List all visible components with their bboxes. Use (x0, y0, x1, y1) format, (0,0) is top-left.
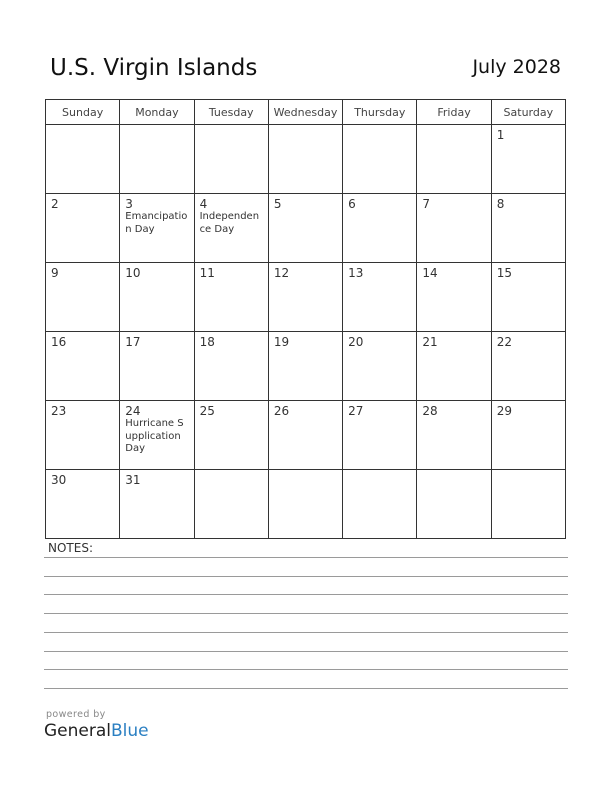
generalblue-logo (44, 721, 149, 741)
notes-line (44, 576, 568, 577)
week-row (46, 263, 566, 332)
day-cell (417, 401, 491, 470)
notes-line (44, 688, 568, 689)
day-cell (268, 194, 342, 263)
holiday-label: Hurricane Supplication Day (125, 418, 184, 454)
day-cell (491, 125, 565, 194)
day-cell (417, 194, 491, 263)
day-cell (417, 470, 491, 539)
day-cell (417, 263, 491, 332)
notes-line (44, 632, 568, 633)
day-cell (417, 125, 491, 194)
weekday-header: Thursday (343, 100, 417, 125)
day-number: 21 (422, 335, 438, 349)
day-number: 25 (199, 404, 215, 418)
day-number: 16 (51, 335, 67, 349)
holiday-label: Emancipation Day (125, 211, 188, 235)
day-number: 11 (199, 266, 215, 280)
day-number: 19 (273, 335, 290, 349)
day-cell (120, 332, 194, 401)
day-cell (343, 470, 417, 539)
day-number: 2 (51, 197, 59, 211)
week-row (46, 470, 566, 539)
calendar-grid (45, 99, 566, 539)
day-cell (120, 470, 194, 539)
day-number: 10 (125, 266, 141, 280)
day-cell (46, 194, 120, 263)
day-number: 31 (125, 473, 141, 487)
day-cell (120, 263, 194, 332)
day-cell (268, 332, 342, 401)
day-cell (491, 194, 565, 263)
day-number: 1 (496, 128, 505, 142)
day-cell (194, 194, 268, 263)
day-number: 12 (273, 266, 290, 280)
month-year-label: July 2028 (472, 56, 561, 78)
day-cell (120, 194, 194, 263)
notes-line (44, 651, 568, 652)
weekday-header: Friday (417, 100, 491, 125)
day-number: 26 (273, 404, 290, 418)
day-cell (343, 332, 417, 401)
week-row (46, 332, 566, 401)
day-cell (268, 401, 342, 470)
day-cell (120, 125, 194, 194)
day-number: 3 (125, 197, 133, 211)
brand-blue: Blue (111, 721, 149, 741)
day-number: 17 (125, 335, 141, 349)
day-cell (194, 401, 268, 470)
notes-line (44, 669, 568, 670)
powered-by-text: powered by (46, 709, 106, 720)
day-number: 24 (125, 404, 141, 418)
day-cell (343, 194, 417, 263)
day-cell (343, 263, 417, 332)
week-row (46, 125, 566, 194)
day-cell (46, 332, 120, 401)
week-row (46, 194, 566, 263)
day-number: 23 (51, 404, 67, 418)
weekday-header-row (46, 100, 566, 125)
day-cell (46, 401, 120, 470)
holiday-label: Independence Day (199, 211, 260, 235)
day-number: 29 (496, 404, 512, 418)
day-number: 13 (348, 266, 364, 280)
day-number: 20 (348, 335, 364, 349)
weekday-header: Monday (120, 100, 194, 125)
day-cell (343, 125, 417, 194)
day-number: 15 (496, 266, 512, 280)
day-number: 18 (199, 335, 215, 349)
day-cell (491, 470, 565, 539)
day-number: 28 (422, 404, 438, 418)
day-number: 27 (348, 404, 364, 418)
notes-line (44, 557, 568, 558)
day-cell (268, 470, 342, 539)
day-cell (417, 332, 491, 401)
day-number: 4 (199, 197, 208, 211)
notes-label: NOTES: (48, 541, 93, 555)
day-number: 6 (348, 197, 356, 211)
day-cell (194, 332, 268, 401)
day-cell (268, 263, 342, 332)
day-number: 5 (273, 197, 282, 211)
weekday-header: Sunday (46, 100, 120, 125)
day-cell (194, 263, 268, 332)
day-cell (491, 263, 565, 332)
day-cell (46, 125, 120, 194)
day-cell (194, 125, 268, 194)
notes-line (44, 594, 568, 595)
brand-general: General (44, 721, 111, 741)
day-cell (46, 470, 120, 539)
day-cell (343, 401, 417, 470)
weekday-header: Wednesday (268, 100, 342, 125)
day-cell (491, 401, 565, 470)
day-number: 8 (496, 197, 505, 211)
day-cell (46, 263, 120, 332)
day-number: 9 (51, 266, 59, 280)
week-row (46, 401, 566, 470)
day-cell (491, 332, 565, 401)
day-cell (120, 401, 194, 470)
day-number: 7 (422, 197, 431, 211)
day-number: 14 (422, 266, 438, 280)
day-cell (268, 125, 342, 194)
day-cell (194, 470, 268, 539)
calendar-title: U.S. Virgin Islands (50, 55, 258, 81)
weekday-header: Tuesday (194, 100, 268, 125)
notes-line (44, 613, 568, 614)
weekday-header: Saturday (491, 100, 565, 125)
day-number: 22 (496, 335, 512, 349)
day-number: 30 (51, 473, 67, 487)
